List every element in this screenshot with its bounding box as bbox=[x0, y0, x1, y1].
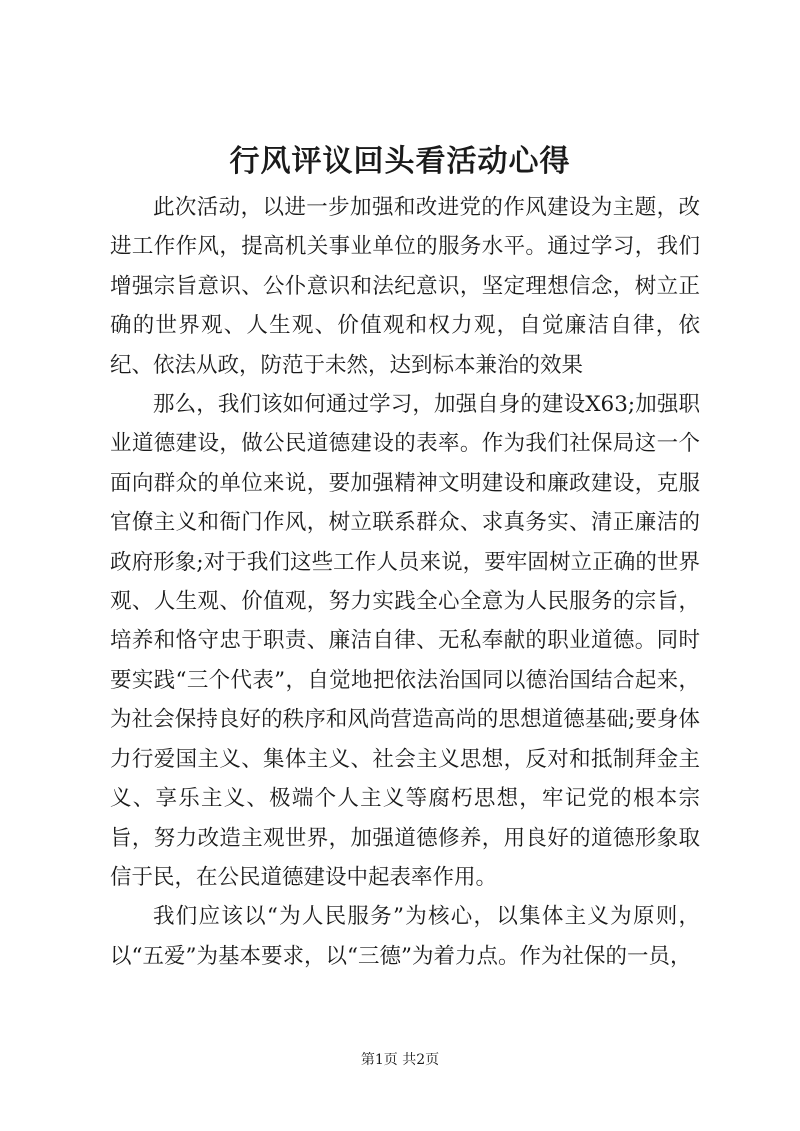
paragraph-1: 此次活动，以进一步加强和改进党的作风建设为主题，改进工作作风，提高机关事业单位的服务水平。通过学习，我们增强宗旨意识、公仆意识和法纪意识，坚定理想信念，树立正确的世界观、人生观、价值观和权力观，自觉廉洁自律，依纪、依法从政，防范于未然，达到标本兼治的效果 bbox=[110, 195, 700, 378]
paragraph-2: 那么，我们该如何通过学习，加强自身的建设X63;加强职业道德建设，做公民道德建设的表率。作为我们社保局这一个面向群众的单位来说，要加强精神文明建设和廉政建设，克服官僚主义和衙门作风，树立联系群众、求真务实、清正廉洁的政府形象;对于我们这些工作人员来说，要牢固树立正确的世界观、人生观、价值观，努力实践全心全意为人民服务的宗旨，培养和恪守忠于职责、廉洁自律、无私奉献的职业道德。同时要实践“三个代表”，自觉地把依法治国同以德治国结合起来，为社会保持良好的秩序和风尚营造高尚的思想道德基础;要身体力行爱国主义、集体主义、社会主义思想，反对和抵制拜金主义、享乐主义、极端个人主义等腐朽思想，牢记党的根本宗旨，努力改造主观世界，加强道德修养，用良好的道德形象取信于民，在公民道德建设中起表率作用。 bbox=[110, 392, 700, 890]
page-number-label: 第1页 共2页 bbox=[360, 1052, 440, 1068]
document-title: 行风评议回头看活动心得 bbox=[229, 144, 571, 179]
page-footer bbox=[0, 1050, 800, 1070]
document-body bbox=[110, 188, 700, 976]
paragraph-3: 我们应该以“为人民服务”为核心，以集体主义为原则，以“五爱”为基本要求，以“三德”为着力点。作为社保的一员， bbox=[110, 904, 700, 969]
